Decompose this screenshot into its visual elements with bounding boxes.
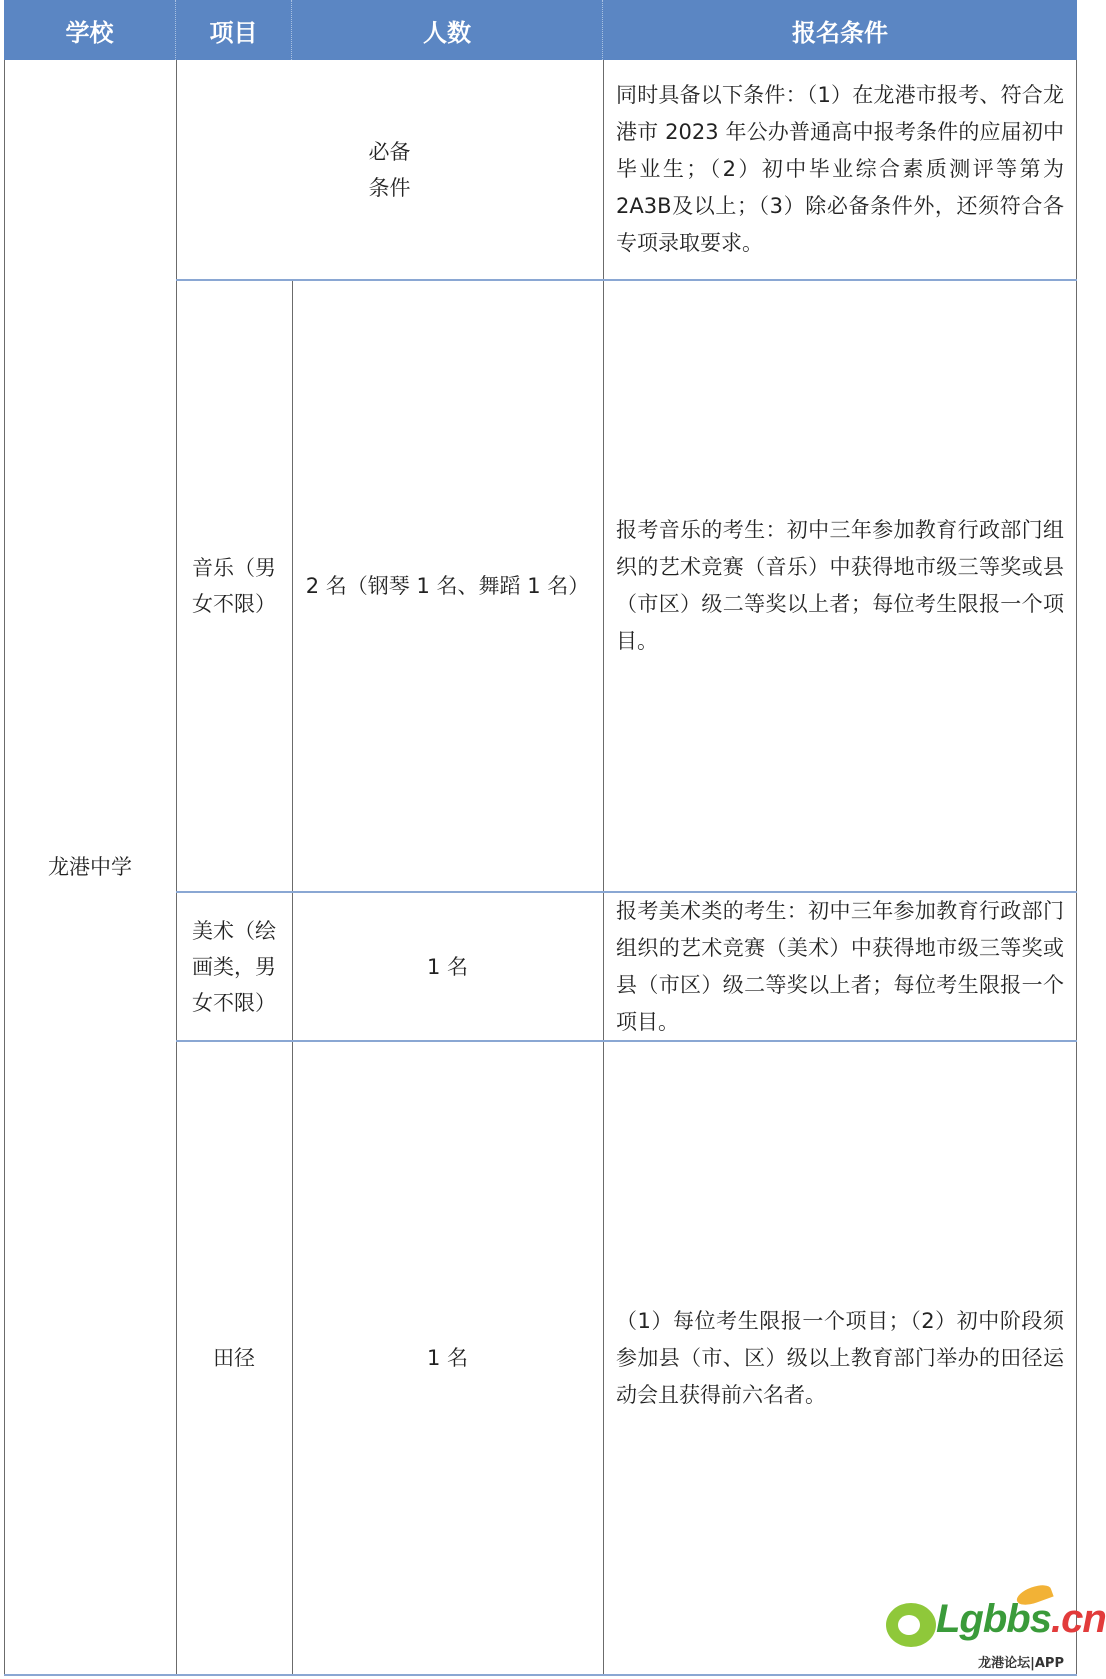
required-condition	[603, 60, 1076, 279]
school-cell: 龙港中学	[48, 855, 132, 879]
condition-text: 报考音乐的考生：初中三年参加教育行政部门组织的艺术竞赛（音乐）中获得地市级三等奖或县（市区）级二等奖以上者；每位考生限报一个项目。	[616, 518, 1064, 653]
grid-line	[1076, 60, 1077, 1676]
required-condition-text: 同时具备以下条件：（1）在龙港市报考、符合龙港市 2023 年公办普通高中报考条件的应届初中毕业生；（2）初中毕业综合素质测评等第为2A3B及以上；（3）除必备条件外，还须符合各专项录取要求。	[616, 83, 1064, 255]
condition-cell	[603, 281, 1076, 891]
header-item: 项目	[176, 0, 292, 60]
header-quota: 人数	[292, 0, 603, 60]
condition-cell	[603, 893, 1076, 1040]
required-label-line2: 条件	[368, 175, 411, 200]
lgbbs-logo-icon	[886, 1603, 936, 1647]
quota-cell: 2 名（钢琴 1 名、舞蹈 1 名）	[305, 574, 590, 598]
required-label	[176, 60, 603, 279]
item-cell: 音乐（男女不限）	[192, 556, 276, 616]
watermark-brand: Lgbbs.cn	[936, 1597, 1106, 1641]
quota-cell: 1 名	[426, 954, 469, 979]
header-condition: 报名条件	[603, 0, 1077, 60]
item-cell: 田径	[213, 1346, 255, 1370]
watermark-logo	[878, 1593, 1106, 1673]
condition-cell	[603, 1042, 1076, 1674]
condition-text: （1）每位考生限报一个项目；（2）初中阶段须参加县（市、区）级以上教育部门举办的田径运动会且获得前六名者。	[616, 1308, 1064, 1407]
condition-text: 报考美术类的考生：初中三年参加教育行政部门组织的艺术竞赛（美术）中获得地市级三等奖或县（市区）级二等奖以上者；每位考生限报一个项目。	[616, 898, 1064, 1034]
header-school: 学校	[4, 0, 176, 60]
admission-table	[4, 0, 1077, 1676]
quota-cell: 1 名	[426, 1346, 469, 1370]
row-divider	[4, 1674, 1077, 1676]
required-label-line1: 必备	[368, 139, 411, 164]
watermark-subtitle: 龙港论坛|APP	[978, 1656, 1064, 1671]
item-cell: 美术（绘画类，男女不限）	[192, 918, 276, 1015]
